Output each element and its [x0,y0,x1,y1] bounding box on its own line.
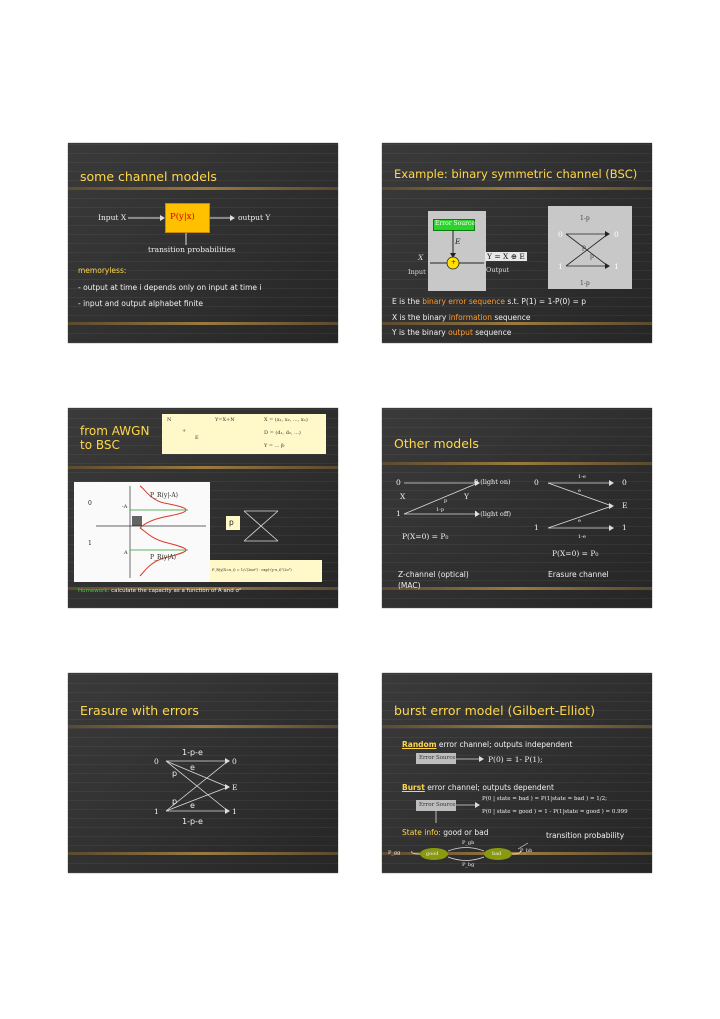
error-source-label: Error Source [435,220,475,227]
er-zero-right: 0 [622,478,627,487]
text-part: E is the [392,297,423,306]
slide-other-models [382,408,652,608]
z-p-label: p [444,498,448,504]
slide-bsc [382,143,652,343]
bsc-one-left: 1 [558,262,563,271]
random-label: Random [402,740,437,749]
input-label: Input [408,268,426,276]
pr-top-label: P_R(y|-A) [150,492,179,499]
bullet-1: - output at time i depends only on input at time i [78,283,262,292]
note-x-vec: X = (x₁, x₂, ..., xₙ) [264,417,308,423]
one-label: 1 [88,540,92,547]
note-n: N [167,417,172,423]
er-e1: e [578,488,581,494]
a-top-label: -A [122,504,128,510]
text-part: Y is the binary [392,328,449,337]
z-x-label: X [400,492,406,501]
slide-channel-models [68,143,338,343]
one-right: 1 [232,807,237,816]
burst-label: Burst [402,783,425,792]
er-prob: P(X=0) = P₀ [552,549,599,558]
p-bg-label: P_bg [462,862,475,868]
z-prob: P(X=0) = P₀ [402,532,449,541]
e-label: E [455,237,461,246]
slide-title: some channel models [80,169,217,184]
er-zero-left: 0 [534,478,539,487]
state-info-text: good or bad [443,828,489,837]
bsc-p2: p [590,253,594,260]
er-e-output: E [622,501,628,510]
homework-text: calculate the capacity as a function of A and σ² [109,588,242,594]
highlight: output [448,328,473,337]
random-text: error channel; outputs independent [436,740,573,749]
slide-title: Erasure with errors [80,703,199,718]
y-equation: Y = X ⊕ E [487,252,525,261]
plus-label: + [451,259,457,266]
text-part: X is the binary [392,313,449,322]
line-information [392,313,531,322]
er-e2: e [578,518,581,524]
note-plus: + [182,428,187,434]
slide-awgn [68,408,338,608]
state-info-label: State info: [402,828,444,837]
bsc-1-p-bottom: 1-p [580,280,590,287]
one-left: 1 [154,807,159,816]
z-caption: Z-channel (optical) [398,570,469,579]
slide-erasure-errors [68,673,338,873]
output-y-label: output Y [238,213,271,222]
er-one-right: 1 [622,523,627,532]
note-d-vec: D = (d₁, d₂, ...) [264,430,301,436]
transition-probability-label: transition probability [546,831,625,840]
burst-text: error channel; outputs dependent [424,783,554,792]
bsc-one-right: 1 [614,262,619,271]
formula: P_R(y|X=x_i) = 1/√(2πσ²) · exp(-(y-x_i)²/2σ²) [212,568,292,572]
e-top: e [190,763,195,772]
erasure-errors-diagram [68,673,338,873]
z-zero-right: 0 (light on) [474,478,511,486]
p-top: p [172,769,178,778]
highlight: information [448,313,492,322]
z-one-right: 1 (light off) [474,510,511,518]
channel-box-label: P(y|x) [170,212,195,222]
transition-label: transition probabilities [148,245,236,254]
channel-diagram [68,143,338,343]
bad-state: bad [492,851,502,857]
bsc-zero-right: 0 [614,230,619,239]
zero-left: 0 [154,757,159,766]
bsc-zero-left: 0 [558,230,563,239]
bullet-2: - input and output alphabet finite [78,299,203,308]
text-part: s.t. P(1) = 1-P(0) = p [505,297,587,306]
er-1-e-bottom: 1-e [578,534,586,540]
line-error-sequence [392,297,586,306]
p-gb-label: P_gb [462,840,475,846]
title-text: from AWGN to BSC [80,424,150,452]
zero-label: 0 [88,500,92,507]
pr-bottom-label: P_R(y|A) [150,554,176,561]
cond-good: P(0 | state = good ) = 1 - P(1|state = good ) = 0.999 [482,809,628,815]
zero-right: 0 [232,757,237,766]
homework-label: Homework: [78,588,110,594]
text-part: sequence [472,328,512,337]
bsc-p1: p [582,244,586,251]
p-gg-label: P_gg [388,850,401,856]
burst-diagram [382,673,652,873]
error-source-label-1: Error Source [419,755,456,761]
x-label: X [418,253,424,262]
er-1-e-top: 1-e [578,474,586,480]
e-bottom: e [190,801,195,810]
text-part: sequence [492,313,531,322]
output-label: Output [486,266,510,274]
erasure-caption: Erasure channel [548,570,609,579]
z-1-p-label: 1-p [436,507,445,513]
error-source-label-2: Error Source [419,802,456,808]
slide-title: Other models [394,436,479,451]
input-x-label: Input X [98,213,127,222]
mac-caption: (MAC) [398,581,421,590]
memoryless-label: memoryless: [78,266,127,275]
slide-burst-error [382,673,652,873]
a-bottom-label: A [124,550,128,556]
homework-line [78,588,241,594]
z-one-left: 1 [396,509,401,518]
z-zero-left: 0 [396,478,401,487]
p-label: p [229,518,234,527]
slide-title: burst error model (Gilbert-Elliot) [394,703,595,718]
state-info-line [402,828,488,837]
er-one-left: 1 [534,523,539,532]
highlight: binary error sequence [422,297,505,306]
p-bb-label: P_bb [520,848,533,854]
note-e: E [195,435,199,441]
note-y-eq: Y=X+N [215,417,235,423]
p-bottom: p [172,797,178,806]
top-1-p-e: 1-p-e [182,748,203,757]
e-output: E [232,783,238,792]
burst-line [402,783,554,792]
z-y-label: Y [464,492,469,501]
bsc-1-p-top: 1-p [580,215,590,222]
bottom-1-p-e: 1-p-e [182,817,203,826]
good-state: good [426,851,439,857]
line-output [392,328,511,337]
note-y-row: Y = ... β· [264,443,286,449]
cond-bad: P(0 | state = bad ) = P(1|state = bad ) = 1/2; [482,796,608,802]
slide-title: Example: binary symmetric channel (BSC) [394,167,638,181]
p0-equation: P(0) = 1- P(1); [488,755,543,764]
